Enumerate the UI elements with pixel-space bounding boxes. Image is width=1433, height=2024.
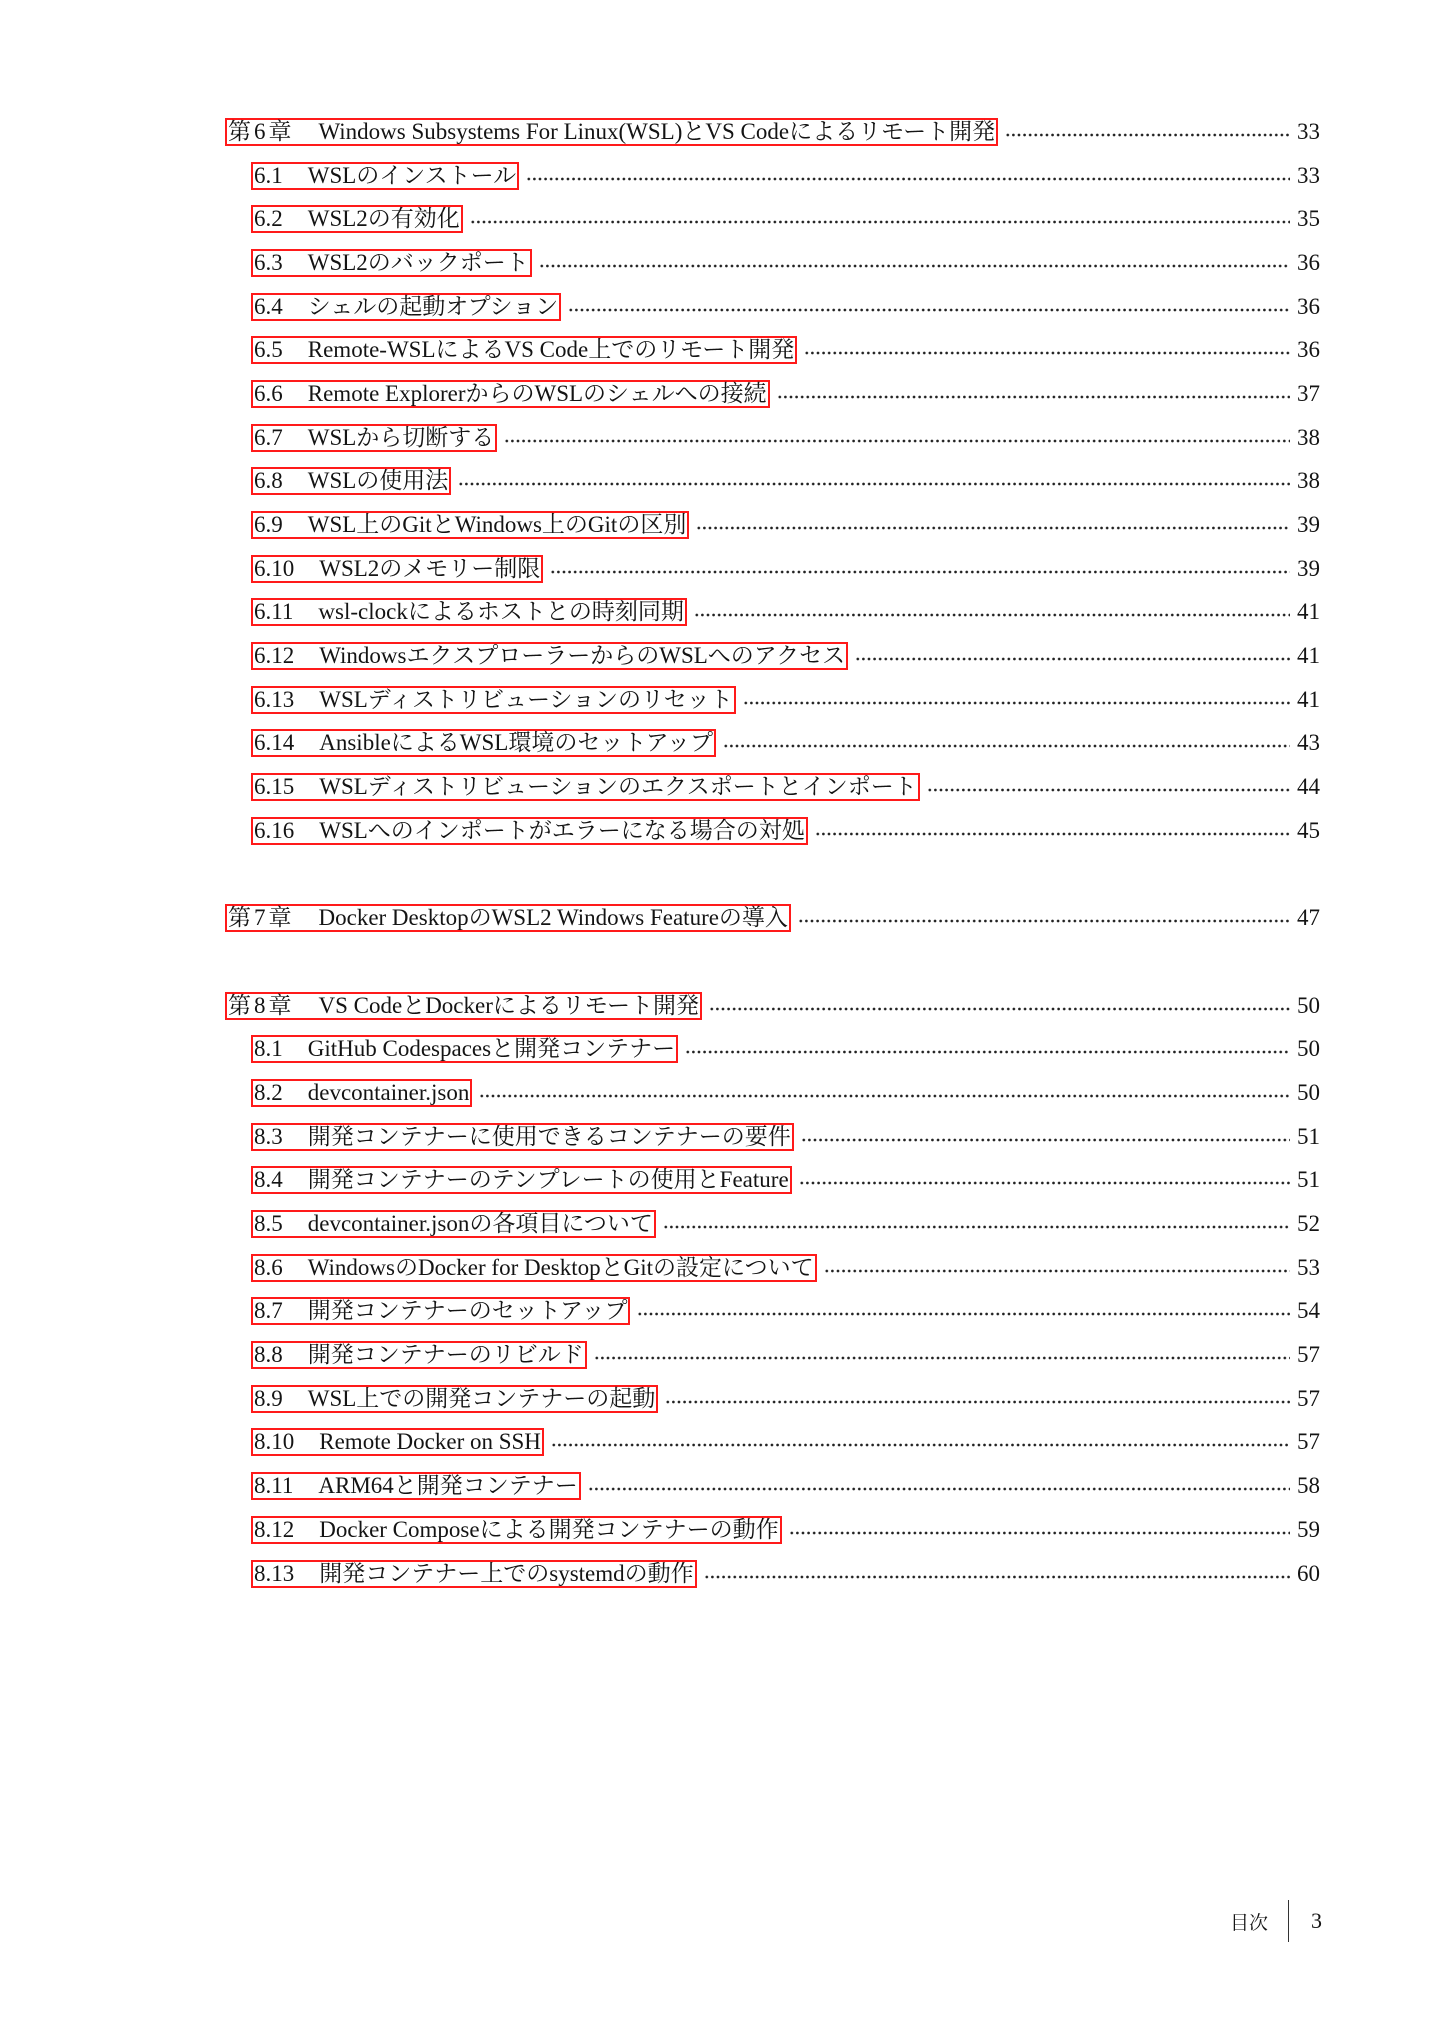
toc-link[interactable] (251, 162, 519, 190)
toc-link[interactable] (251, 555, 543, 583)
toc-section-entry (225, 678, 1320, 722)
section-title: 開発コンテナーのセットアップ (307, 1298, 628, 1324)
section-title: ARM64と開発コンテナー (318, 1473, 578, 1499)
toc-link[interactable] (251, 249, 532, 277)
toc-section-entry (225, 809, 1320, 853)
toc-link[interactable] (251, 1166, 792, 1194)
page-number: 33 (1297, 162, 1320, 188)
section-number: 8.1 (254, 1036, 283, 1062)
dot-leader (470, 219, 1290, 225)
page-number: 38 (1297, 468, 1320, 494)
dot-leader (663, 1224, 1290, 1230)
toc-section-entry (225, 460, 1320, 504)
dot-leader (704, 1574, 1290, 1580)
toc-link[interactable] (251, 773, 920, 801)
chapter-title: VS CodeとDockerによるリモート開発 (318, 992, 699, 1018)
toc-link[interactable] (251, 1428, 544, 1456)
toc-link[interactable] (251, 1560, 697, 1588)
dot-leader (798, 918, 1290, 924)
footer-page-number: 3 (1311, 1908, 1322, 1933)
toc-section-entry (225, 1508, 1320, 1552)
dot-leader (855, 656, 1290, 662)
toc-section-entry (225, 1202, 1320, 1246)
section-title: シェルの起動オプション (307, 293, 559, 319)
toc-link[interactable] (225, 904, 791, 932)
dot-leader (696, 525, 1290, 531)
section-title: Remote Docker on SSH (319, 1429, 541, 1455)
toc-section-entry (225, 591, 1320, 635)
toc-link[interactable] (251, 1254, 817, 1282)
toc-link[interactable] (251, 336, 797, 364)
toc-section-entry (225, 1333, 1320, 1377)
section-title: WSL2のバックポート (307, 249, 529, 275)
section-number: 8.12 (254, 1516, 295, 1542)
dot-leader (1005, 132, 1290, 138)
toc-chapter-block (225, 984, 1320, 1596)
dot-leader (594, 1355, 1290, 1361)
dot-leader (526, 176, 1290, 182)
dot-leader (588, 1486, 1290, 1492)
section-number: 8.5 (254, 1211, 283, 1237)
table-of-contents (225, 110, 1320, 1595)
dot-leader (694, 612, 1290, 618)
dot-leader (709, 1006, 1290, 1012)
section-title: devcontainer.json (307, 1079, 470, 1105)
toc-chapter-entry (225, 110, 1320, 154)
page-number: 51 (1297, 1167, 1320, 1193)
section-title: GitHub Codespacesと開発コンテナー (307, 1036, 676, 1062)
section-title: devcontainer.jsonの各項目について (307, 1211, 653, 1237)
dot-leader (568, 307, 1290, 313)
dot-leader (927, 787, 1290, 793)
dot-leader (804, 350, 1290, 356)
section-title: AnsibleによるWSL環境のセットアップ (319, 730, 714, 756)
page-number: 33 (1297, 118, 1320, 144)
page-number: 44 (1297, 774, 1320, 800)
section-title: Remote-WSLによるVS Code上でのリモート開発 (307, 337, 795, 363)
dot-leader (479, 1093, 1290, 1099)
toc-link[interactable] (251, 598, 687, 626)
section-title: Remote ExplorerからのWSLのシェルへの接続 (307, 380, 767, 406)
dot-leader (723, 743, 1290, 749)
dot-leader (685, 1049, 1290, 1055)
section-number: 6.6 (254, 380, 283, 406)
toc-section-entry (225, 372, 1320, 416)
page-number: 36 (1297, 249, 1320, 275)
section-number: 6.10 (254, 555, 295, 581)
page-number: 37 (1297, 380, 1320, 406)
page-number: 38 (1297, 424, 1320, 450)
toc-link[interactable] (251, 511, 689, 539)
toc-link[interactable] (251, 293, 561, 321)
page-number: 50 (1297, 992, 1320, 1018)
dot-leader (789, 1530, 1290, 1536)
section-number: 6.4 (254, 293, 283, 319)
page-number: 53 (1297, 1254, 1320, 1280)
page-number: 47 (1297, 905, 1320, 931)
page-number: 50 (1297, 1079, 1320, 1105)
page-number: 36 (1297, 337, 1320, 363)
toc-link[interactable] (225, 118, 998, 146)
dot-leader (743, 700, 1290, 706)
toc-section-entry (225, 1377, 1320, 1421)
dot-leader (824, 1268, 1290, 1274)
toc-section-entry (225, 197, 1320, 241)
toc-section-entry (225, 416, 1320, 460)
dot-leader (815, 831, 1290, 837)
page-number: 39 (1297, 512, 1320, 538)
section-title: WSLから切断する (307, 424, 495, 450)
dot-leader (777, 394, 1290, 400)
toc-link[interactable] (251, 1035, 678, 1063)
toc-section-entry (225, 634, 1320, 678)
dot-leader (665, 1399, 1290, 1405)
section-number: 8.7 (254, 1298, 283, 1324)
section-title: WSL上のGitとWindows上のGitの区別 (307, 512, 687, 538)
footer-divider (1288, 1900, 1289, 1942)
toc-section-entry (225, 547, 1320, 591)
page-number: 39 (1297, 555, 1320, 581)
section-number: 8.2 (254, 1079, 283, 1105)
chapter-number: 第8章 (228, 992, 295, 1018)
section-number: 6.12 (254, 643, 295, 669)
section-number: 6.14 (254, 730, 295, 756)
toc-section-entry (225, 1115, 1320, 1159)
page-number: 60 (1297, 1560, 1320, 1586)
chapter-number: 第7章 (228, 905, 295, 931)
toc-link[interactable] (251, 1297, 630, 1325)
toc-chapter-entry (225, 984, 1320, 1028)
toc-section-entry (225, 1071, 1320, 1115)
section-number: 8.6 (254, 1254, 283, 1280)
section-number: 8.3 (254, 1123, 283, 1149)
toc-link[interactable] (225, 992, 702, 1020)
toc-section-entry (225, 1421, 1320, 1465)
page-number: 50 (1297, 1036, 1320, 1062)
section-title: WSLディストリビューションのエクスポートとインポート (319, 774, 917, 800)
toc-link[interactable] (251, 1123, 794, 1151)
section-title: WSL2の有効化 (307, 206, 460, 232)
page-number: 36 (1297, 293, 1320, 319)
chapter-title: Docker DesktopのWSL2 Windows Featureの導入 (318, 905, 788, 931)
section-number: 6.1 (254, 162, 283, 188)
section-title: wsl-clockによるホストとの時刻同期 (318, 599, 684, 625)
section-number: 6.16 (254, 817, 295, 843)
page-number: 45 (1297, 817, 1320, 843)
section-number: 8.4 (254, 1167, 283, 1193)
dot-leader (458, 481, 1290, 487)
toc-section-entry (225, 285, 1320, 329)
chapter-title: Windows Subsystems For Linux(WSL)とVS Codeによるリモート開発 (318, 118, 996, 144)
footer-section-label: 目次 (1229, 1912, 1268, 1934)
dot-leader (551, 1442, 1290, 1448)
section-number: 6.2 (254, 206, 283, 232)
page-number: 52 (1297, 1211, 1320, 1237)
section-number: 8.9 (254, 1385, 283, 1411)
dot-leader (550, 569, 1290, 575)
toc-link[interactable] (251, 686, 736, 714)
dot-leader (637, 1311, 1290, 1317)
section-title: Docker Composeによる開発コンテナーの動作 (319, 1516, 779, 1542)
section-number: 8.11 (254, 1473, 294, 1499)
toc-section-entry (225, 722, 1320, 766)
toc-section-entry (225, 1159, 1320, 1203)
section-number: 8.13 (254, 1560, 295, 1586)
toc-link[interactable] (251, 729, 716, 757)
toc-link[interactable] (251, 1385, 658, 1413)
page-number: 59 (1297, 1516, 1320, 1542)
page-number: 57 (1297, 1429, 1320, 1455)
section-number: 6.7 (254, 424, 283, 450)
toc-section-entry (225, 1246, 1320, 1290)
toc-link[interactable] (251, 642, 848, 670)
toc-section-entry (225, 1290, 1320, 1334)
toc-link[interactable] (251, 1472, 581, 1500)
page-number: 35 (1297, 206, 1320, 232)
toc-section-entry (225, 154, 1320, 198)
toc-section-entry (225, 503, 1320, 547)
toc-chapter-block (225, 896, 1320, 940)
section-title: WSL2のメモリー制限 (319, 555, 541, 581)
section-number: 6.11 (254, 599, 294, 625)
toc-section-entry (225, 1552, 1320, 1596)
section-title: 開発コンテナーのテンプレートの使用とFeature (307, 1167, 789, 1193)
page-number: 51 (1297, 1123, 1320, 1149)
section-number: 6.9 (254, 512, 283, 538)
toc-link[interactable] (251, 1210, 656, 1238)
toc-section-entry (225, 328, 1320, 372)
section-title: WindowsのDocker for DesktopとGitの設定について (307, 1254, 814, 1280)
section-title: WSLの使用法 (307, 468, 449, 494)
page-number: 41 (1297, 686, 1320, 712)
toc-chapter-entry (225, 896, 1320, 940)
dot-leader (539, 263, 1290, 269)
section-title: WSLのインストール (307, 162, 517, 188)
section-number: 6.15 (254, 774, 295, 800)
section-number: 8.8 (254, 1342, 283, 1368)
chapter-number: 第6章 (228, 118, 295, 144)
section-title: WSL上での開発コンテナーの起動 (307, 1385, 656, 1411)
toc-section-entry (225, 765, 1320, 809)
section-title: WindowsエクスプローラーからのWSLへのアクセス (319, 643, 846, 669)
page-number: 41 (1297, 599, 1320, 625)
section-title: 開発コンテナーのリビルド (307, 1342, 584, 1368)
section-title: WSLへのインポートがエラーになる場合の対処 (319, 817, 805, 843)
section-title: 開発コンテナーに使用できるコンテナーの要件 (307, 1123, 791, 1149)
toc-link[interactable] (251, 380, 770, 408)
toc-link[interactable] (251, 1079, 472, 1107)
dot-leader (799, 1180, 1290, 1186)
page-number: 58 (1297, 1473, 1320, 1499)
page-number: 57 (1297, 1342, 1320, 1368)
page-number: 54 (1297, 1298, 1320, 1324)
page-number: 43 (1297, 730, 1320, 756)
toc-link[interactable] (251, 424, 497, 452)
toc-link[interactable] (251, 1516, 782, 1544)
toc-section-entry (225, 241, 1320, 285)
toc-section-entry (225, 1027, 1320, 1071)
section-number: 6.8 (254, 468, 283, 494)
toc-link[interactable] (251, 467, 451, 495)
toc-chapter-block (225, 110, 1320, 853)
toc-section-entry (225, 1464, 1320, 1508)
page-number: 57 (1297, 1385, 1320, 1411)
page-number: 41 (1297, 643, 1320, 669)
dot-leader (801, 1137, 1290, 1143)
section-number: 6.13 (254, 686, 295, 712)
toc-link[interactable] (251, 205, 463, 233)
dot-leader (504, 438, 1290, 444)
page-footer (1230, 1900, 1322, 1942)
section-number: 8.10 (254, 1429, 295, 1455)
toc-link[interactable] (251, 1341, 587, 1369)
section-number: 6.3 (254, 249, 283, 275)
section-number: 6.5 (254, 337, 283, 363)
section-title: WSLディストリビューションのリセット (319, 686, 733, 712)
toc-link[interactable] (251, 817, 808, 845)
section-title: 開発コンテナー上でのsystemdの動作 (319, 1560, 694, 1586)
